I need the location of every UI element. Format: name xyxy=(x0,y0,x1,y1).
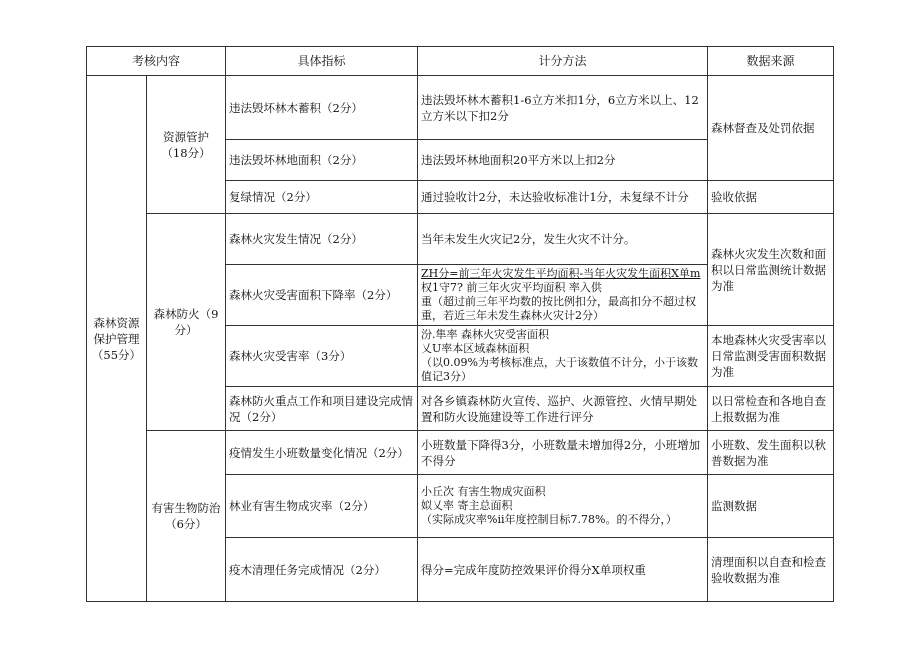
method-formula-cell xyxy=(418,265,708,326)
indicator-cell: 森林火灾发生情况（2分） xyxy=(226,214,418,265)
method-cell: 违法毁坏林地面积20平方米以上扣2分 xyxy=(418,140,708,181)
method-cell: 通过验收计2分，未达验收标准计1分，未复绿不计分 xyxy=(418,181,708,214)
method-cell: 当年未发生火灾记2分，发生火灾不计分。 xyxy=(418,214,708,265)
formula-line: 乂U率本区域森林面积 xyxy=(421,342,530,355)
source-cell: 小班数、发生面积以秋普数据为准 xyxy=(708,431,834,475)
source-cell: 监测数据 xyxy=(708,475,834,538)
group-pest: 有害生物防治（6分） xyxy=(147,431,226,602)
source-cell: 森林督查及处罚依据 xyxy=(708,76,834,181)
method-cell: 小班数量下降得3分，小班数量未增加得2分，小班增加不得分 xyxy=(418,431,708,475)
source-cell: 清理面积以自查和检查验收数据为准 xyxy=(708,538,834,602)
method-cell: 对各乡镇森林防火宣传、巡护、火源管控、火情早期处置和防火设施建设等工作进行评分 xyxy=(418,387,708,431)
indicator-cell: 森林防火重点工作和项目建设完成情况（2分） xyxy=(226,387,418,431)
indicator-cell: 复绿情况（2分） xyxy=(226,181,418,214)
header-method: 计分方法 xyxy=(418,47,708,76)
source-cell: 验收依据 xyxy=(708,181,834,214)
table-row xyxy=(87,431,834,475)
indicator-cell: 林业有害生物成灾率（2分） xyxy=(226,475,418,538)
table-row xyxy=(87,214,834,265)
table-row xyxy=(87,76,834,140)
group-resource: 资源管护（18分） xyxy=(147,76,226,214)
category-cell: 森林资源保护管理（55分） xyxy=(87,76,147,602)
header-content: 考核内容 xyxy=(87,47,226,76)
formula-line: ZH分=前三年火灾发生平均面积-当年火灾发生面积X单m xyxy=(421,267,701,280)
formula-line: 汾.隼率 森林火灾受害面积 xyxy=(421,328,550,341)
indicator-cell: 违法毁坏林地面积（2分） xyxy=(226,140,418,181)
indicator-cell: 疫情发生小班数量变化情况（2分） xyxy=(226,431,418,475)
formula-note: （以0.09%为考核标准点，大于该数值不计分，小于该数值记3分） xyxy=(421,356,698,383)
method-formula-cell xyxy=(418,326,708,387)
source-cell: 森林火灾发生次数和面积以日常监测统计数据为准 xyxy=(708,214,834,326)
formula-line: 姒乂率 寄主总面积 xyxy=(421,499,513,512)
formula-note: （实际成灾率%ii年度控制目标7.78%。的不得分，） xyxy=(421,513,677,526)
method-formula-cell xyxy=(418,475,708,538)
indicator-cell: 森林火灾受害率（3分） xyxy=(226,326,418,387)
method-cell: 违法毁坏林木蓄积1-6立方米扣1分，6立方米以上、12立方米以下扣2分 xyxy=(418,76,708,140)
indicator-cell: 违法毁坏林木蓄积（2分） xyxy=(226,76,418,140)
source-cell: 本地森林火灾受害率以日常监测受害面积数据为准 xyxy=(708,326,834,387)
header-row xyxy=(87,47,834,76)
group-fire: 森林防火（9分） xyxy=(147,214,226,431)
header-source: 数据来源 xyxy=(708,47,834,76)
indicator-cell: 森林火灾受害面积下降率（2分） xyxy=(226,265,418,326)
method-cell: 得分=完成年度防控效果评价得分X单项权重 xyxy=(418,538,708,602)
formula-note: 重（超过前三年平均数的按比例扣分，最高扣分不超过权重，若近三年未发生森林火灾计2分） xyxy=(421,295,697,322)
assessment-table xyxy=(86,46,834,602)
indicator-cell: 疫木清理任务完成情况（2分） xyxy=(226,538,418,602)
source-cell: 以日常检查和各地自查上报数据为准 xyxy=(708,387,834,431)
formula-line: 小丘次 有害生物成灾面积 xyxy=(421,485,546,498)
formula-line: 权1守7? 前三年火灾平均面积 率入供 xyxy=(421,281,602,294)
header-indicator: 具体指标 xyxy=(226,47,418,76)
